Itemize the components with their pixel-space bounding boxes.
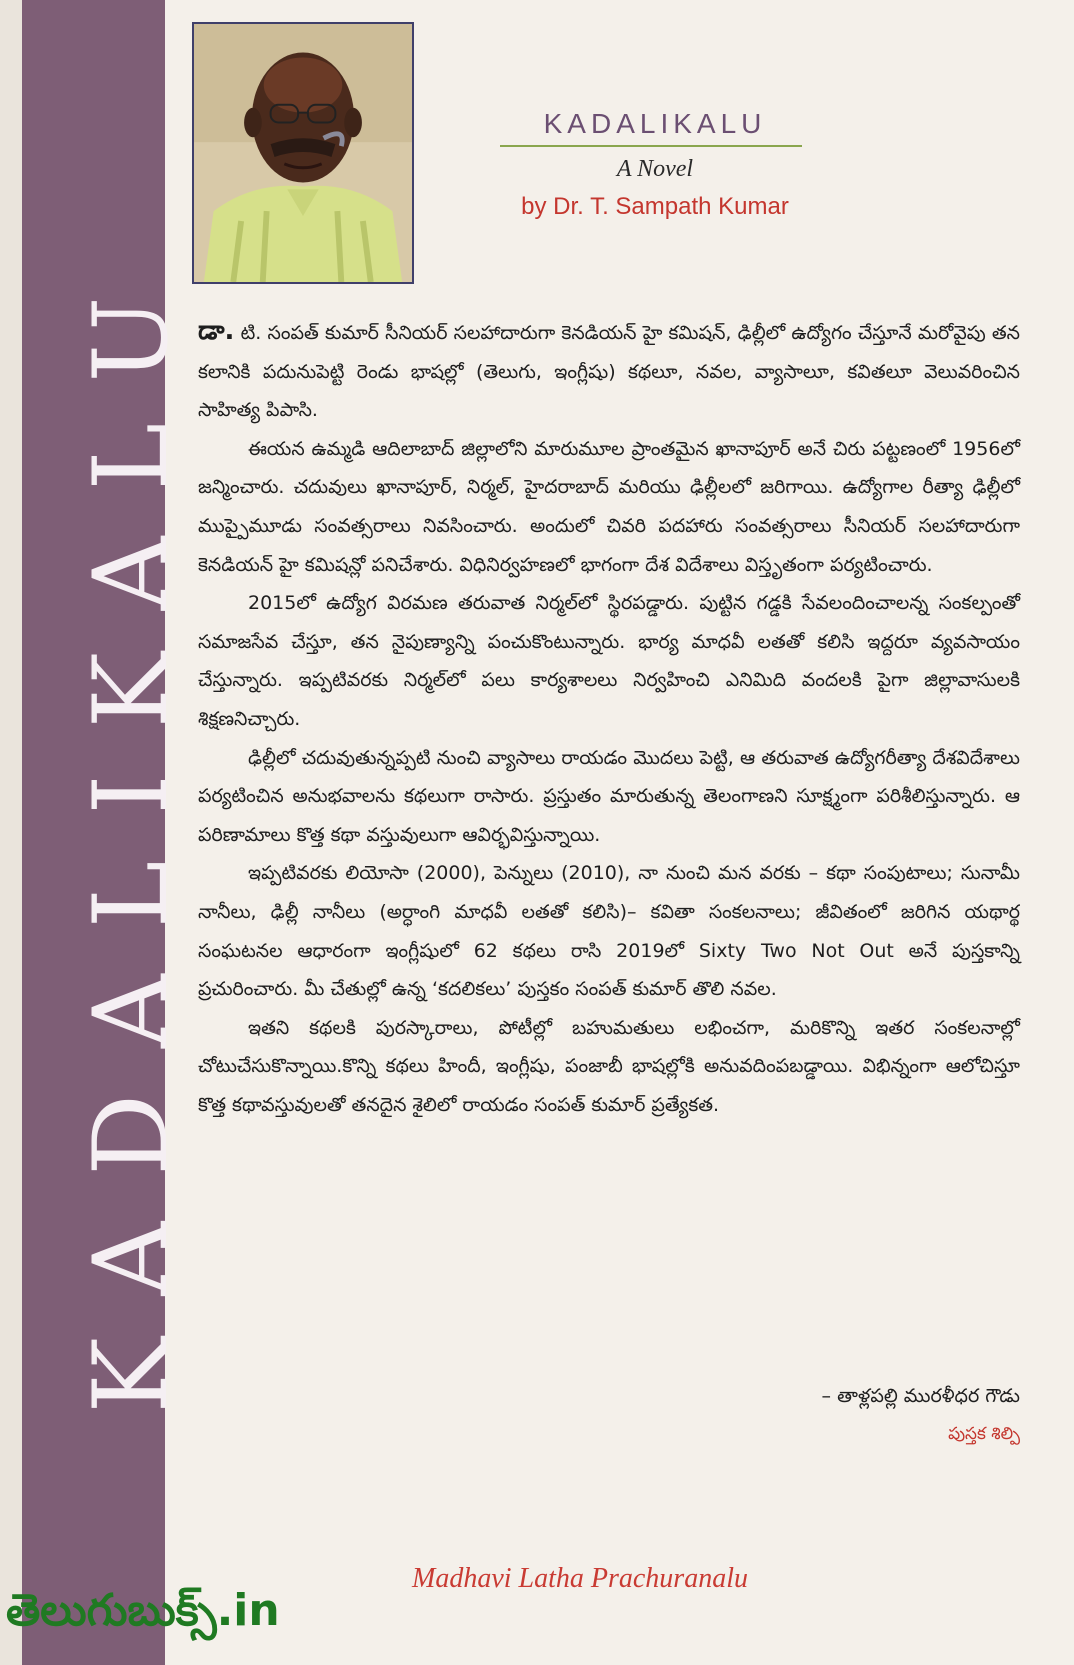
book-author: by Dr. T. Sampath Kumar (521, 193, 789, 220)
book-title: KADALIKALU (543, 108, 767, 139)
title-underline (500, 145, 802, 147)
spine-title: KADALIKALU (72, 250, 191, 1414)
bio-paragraph (198, 312, 1020, 430)
bio-paragraph: ఇతని కథలకి పురస్కారాలు, పోటీల్లో బహుమతులు లభించగా, మరికొన్ని ఇతర సంకలనాల్లో చోటుచేసుకొన్నాయి.కొన్ని కథలు హిందీ, ఇంగ్లీషు, పంజాబీ భాషల్లోకి అనువదింపబడ్డాయి. విభిన్నంగా ఆలోచిస్తూ కొత్త కథావస్తువులతో తనదైన శైలిలో రాయడం సంపత్ కుమార్ ప్రత్యేకత. (198, 1016, 1020, 1116)
signature-role: పుస్తక శిల్పి (948, 1424, 1020, 1444)
bio-paragraph: 2015లో ఉద్యోగ విరమణ తరువాత నిర్మల్‌లో స్థిరపడ్డారు. పుట్టిన గడ్డకి సేవలందించాలన్న సంకల్పంతో సమాజసేవ చేస్తూ, తన నైపుణ్యాన్ని పంచుకొంటున్నారు. భార్య మాధవీ లతతో కలిసి ఇద్దరూ వ్యవసాయం చేస్తున్నారు. ఇప్పటివరకు నిర్మల్‌లో పలు కార్యశాలలు నిర్వహించి ఎనిమిది వందలకి పైగా జిల్లావాసులకి శిక్షణనిచ్చారు. (198, 592, 1020, 730)
page-edge (0, 0, 22, 1665)
signature-name: – తాళ్లపల్లి మురళీధర గౌడు (821, 1385, 1020, 1407)
bio-paragraph: ఈయన ఉమ్మడి ఆదిలాబాద్ జిల్లాలోని మారుమూల ప్రాంతమైన ఖానాపూర్ అనే చిరు పట్టణంలో 1956లో జన్మించారు. చదువులు ఖానాపూర్, నిర్మల్, హైదరాబాద్ మరియు ఢిల్లీలలో జరిగాయి. ఉద్యోగాల రీత్యా ఢిల్లీలో ముప్పైమూడు సంవత్సరాలు నివసించారు. అందులో చివరి పదహారు సంవత్సరాలు సీనియర్ సలహాదారుగా కెనడియన్ హై కమిషన్లో పనిచేశారు. విధినిర్వహణలో భాగంగా దేశ విదేశాలు విస్తృతంగా పర్యటించారు. (198, 437, 1020, 576)
spine-band (22, 0, 191, 1665)
author-bio (198, 312, 1020, 1124)
bio-opening: డా. (198, 316, 235, 346)
publisher-name: Madhavi Latha Prachuranalu (412, 1563, 748, 1594)
book-subtitle: A Novel (616, 156, 694, 182)
bio-paragraph-text: టి. సంపత్ కుమార్ సీనియర్ సలహాదారుగా కెనడియన్ హై కమిషన్, ఢిల్లీలో ఉద్యోగం చేస్తూనే మరోవైపు తన కలానికి పదునుపెట్టి రెండు భాషల్లో (తెలుగు, ఇంగ్లీషు) కథలూ, నవల, వ్యాసాలూ, కవితలూ వెలువరించిన సాహిత్య పిపాసి. (198, 322, 1021, 422)
author-photo (192, 22, 414, 284)
bio-paragraph: ఢిల్లీలో చదువుతున్నప్పటి నుంచి వ్యాసాలు రాయడం మొదలు పెట్టి, ఆ తరువాత ఉద్యోగరీత్యా దేశవిదేశాలు పర్యటించిన అనుభవాలను కథలుగా రాసారు. ప్రస్తుతం మారుతున్న తెలంగాణని సూక్ష్మంగా పరిశీలిస్తున్నారు. ఆ పరిణామాలు కొత్త కథా వస్తువులుగా ఆవిర్భవిస్తున్నాయి. (198, 746, 1020, 846)
site-watermark: తెలుగుబుక్స్.in (6, 1585, 280, 1636)
bio-paragraph: ఇప్పటివరకు లియోసా (2000), పెన్నులు (2010), నా నుంచి మన వరకు – కథా సంపుటాలు; సునామీ నానీలు, ఢిల్లీ నానీలు (అర్ధాంగి మాధవీ లతతో కలిసి)– కవితా సంకలనాలు; జీవితంలో జరిగిన యథార్థ సంఘటనల ఆధారంగా ఇంగ్లీషులో 62 కథలు రాసి 2019లో Sixty Two Not Out అనే పుస్తకాన్ని ప్రచురించారు. మీ చేతుల్లో ఉన్న ‘కదలికలు’ పుస్తకం సంపత్ కుమార్ తొలి నవల. (198, 862, 1020, 1001)
